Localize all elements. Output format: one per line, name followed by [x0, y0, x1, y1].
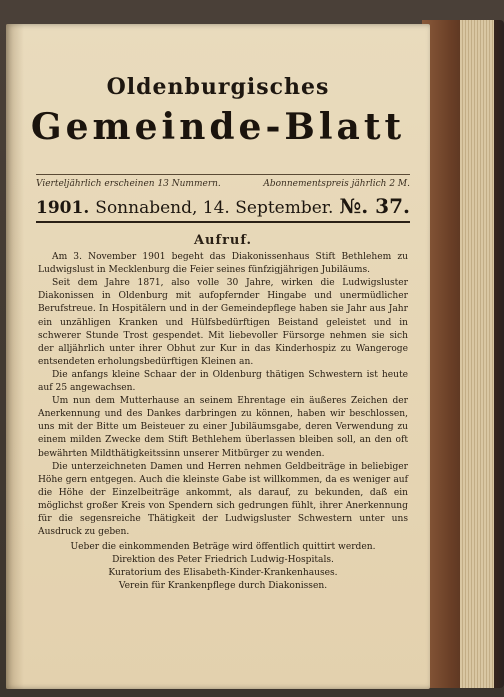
article-paragraph: Am 3. November 1901 begeht das Diakonissenhaus Stift Bethlehem zu Ludwigslust in Mecklenburg die Feier seines fünfzigjährigen Jubiläums. — [38, 252, 408, 276]
page-edges — [460, 20, 494, 688]
signature-line: Direktion des Peter Friedrich Ludwig-Hospitals. — [112, 555, 334, 566]
issue-year: 1901. — [36, 198, 90, 218]
issue-date: Sonnabend, 14. September. — [95, 198, 334, 218]
signature-block — [38, 541, 408, 593]
masthead-title: Gemeinde-Blatt — [30, 106, 406, 148]
dateline — [36, 194, 410, 223]
newspaper-page — [6, 24, 430, 689]
article — [38, 234, 408, 594]
article-paragraph: Um nun dem Mutterhause an seinem Ehrentage ein äußeres Zeichen der Anerkennung und des Dankes darbringen zu können, haben wir beschlossen, uns mit der Bitte um Beisteuer zu einer Jubiläumsgabe, deren Verwendung zu einem milden Zwecke dem Stift Bethlehem überlassen bleiben soll, an den oft bewährten Mildthätigkeitssinn unserer Mitbürger zu wenden. — [38, 396, 408, 459]
signature-line: Kuratorium des Elisabeth-Kinder-Krankenhauses. — [108, 568, 338, 579]
article-title: Aufruf. — [193, 233, 253, 248]
issue-frequency: Vierteljährlich erscheinen 13 Nummern. — [36, 179, 221, 189]
article-paragraph: Seit dem Jahre 1871, also volle 30 Jahre, wirken die Ludwigsluster Diakonissen in Oldenburg mit aufopfernder Hingabe und unermüdlicher Berufstreue. In Hospitälern und in der Gemeindepflege haben sie Jahr aus Jahr ein unzähligen Kranken und Hülfsbedürftigen Beistand geleistet und in schwerer Stunde Trost gespendet. Mit liebevoller Fürsorge nehmen sie sich der alljährlich unter ihrer Obhut zur Kur in das Kinderhospiz zu Wangeroge entsendeten erholungsbedürftigen Kleinen an. — [38, 278, 408, 367]
article-paragraph: Die anfangs kleine Schaar der in Oldenburg thätigen Schwestern ist heute auf 25 angewachsen. — [38, 369, 408, 394]
closing-note: Ueber die einkommenden Beträge wird öffentlich quittirt werden. — [70, 542, 376, 553]
article-paragraph: Die unterzeichneten Damen und Herren nehmen Geldbeiträge in beliebiger Höhe gern entgegen. Auch die kleinste Gabe ist willkommen, da es weniger auf die Höhe der Einzelbeiträge ankommt, als darauf, zu bekunden, daß ein möglichst großer Kreis von Spendern sich gedrungen fühlt, ihrer Anerkennung für die segensreiche Thätigkeit der Ludwigsluster Schwestern unter uns Ausdruck zu geben. — [38, 461, 408, 538]
masthead-subtitle: Oldenburgisches — [106, 74, 330, 100]
subscription-price: Abonnementspreis jährlich 2 M. — [263, 179, 410, 189]
signature-line: Verein für Krankenpflege durch Diakonissen. — [118, 581, 328, 592]
subscription-info — [36, 174, 410, 189]
issue-number: №. 37. — [339, 194, 410, 218]
